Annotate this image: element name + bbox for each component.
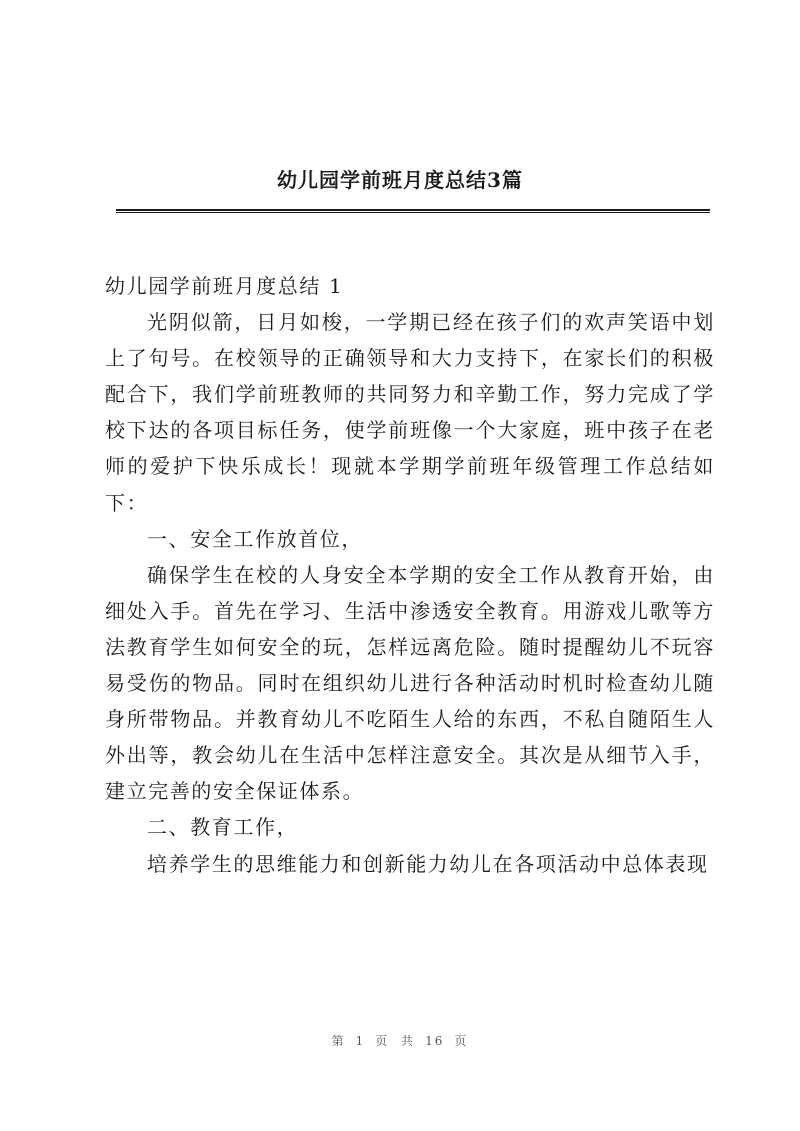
paragraph-safety: 确保学生在校的人身安全本学期的安全工作从教育开始，由细处入手。首先在学习、生活中渗透安全教育。用游戏儿歌等方法教育学生如何安全的玩，怎样远离危险。随时提醒幼儿不玩容易受伤的物品。同时在组织幼儿进行各种活动时机时检查幼儿随身所带物品。并教育幼儿不吃陌生人给的东西，不私自随陌生人外出等，教会幼儿在生活中怎样注意安全。其次是从细节入手，建立完善的安全保证体系。	[105, 562, 715, 804]
footer-pages-label: 页	[454, 1034, 469, 1048]
document-title: 幼儿园学前班月度总结3篇	[277, 168, 523, 192]
footer-current-page: 1	[355, 1034, 366, 1048]
footer-total-pages: 16	[425, 1034, 445, 1048]
subheading-education: 二、教育工作，	[147, 815, 299, 840]
footer-page-label: 第	[331, 1034, 346, 1048]
document-body	[105, 268, 715, 882]
paragraph-education: 培养学生的思维能力和创新能力幼儿在各项活动中总体表现	[147, 851, 709, 876]
footer-of-label: 页 共	[375, 1034, 416, 1048]
title-underline	[116, 209, 710, 213]
paragraph-intro: 光阴似箭，日月如梭，一学期已经在孩子们的欢声笑语中划上了句号。在校领导的正确领导和大力支持下，在家长们的积极配合下，我们学前班教师的共同努力和辛勤工作，努力完成了学校下达的各项目标任务，使学前班像一个大家庭，班中孩子在老师的爱护下快乐成长！现就本学期学前班年级管理工作总结如下：	[105, 310, 715, 515]
page-number-footer	[0, 1032, 800, 1049]
subheading-safety: 一、安全工作放首位，	[147, 526, 363, 551]
section-heading: 幼儿园学前班月度总结 1	[105, 274, 344, 298]
